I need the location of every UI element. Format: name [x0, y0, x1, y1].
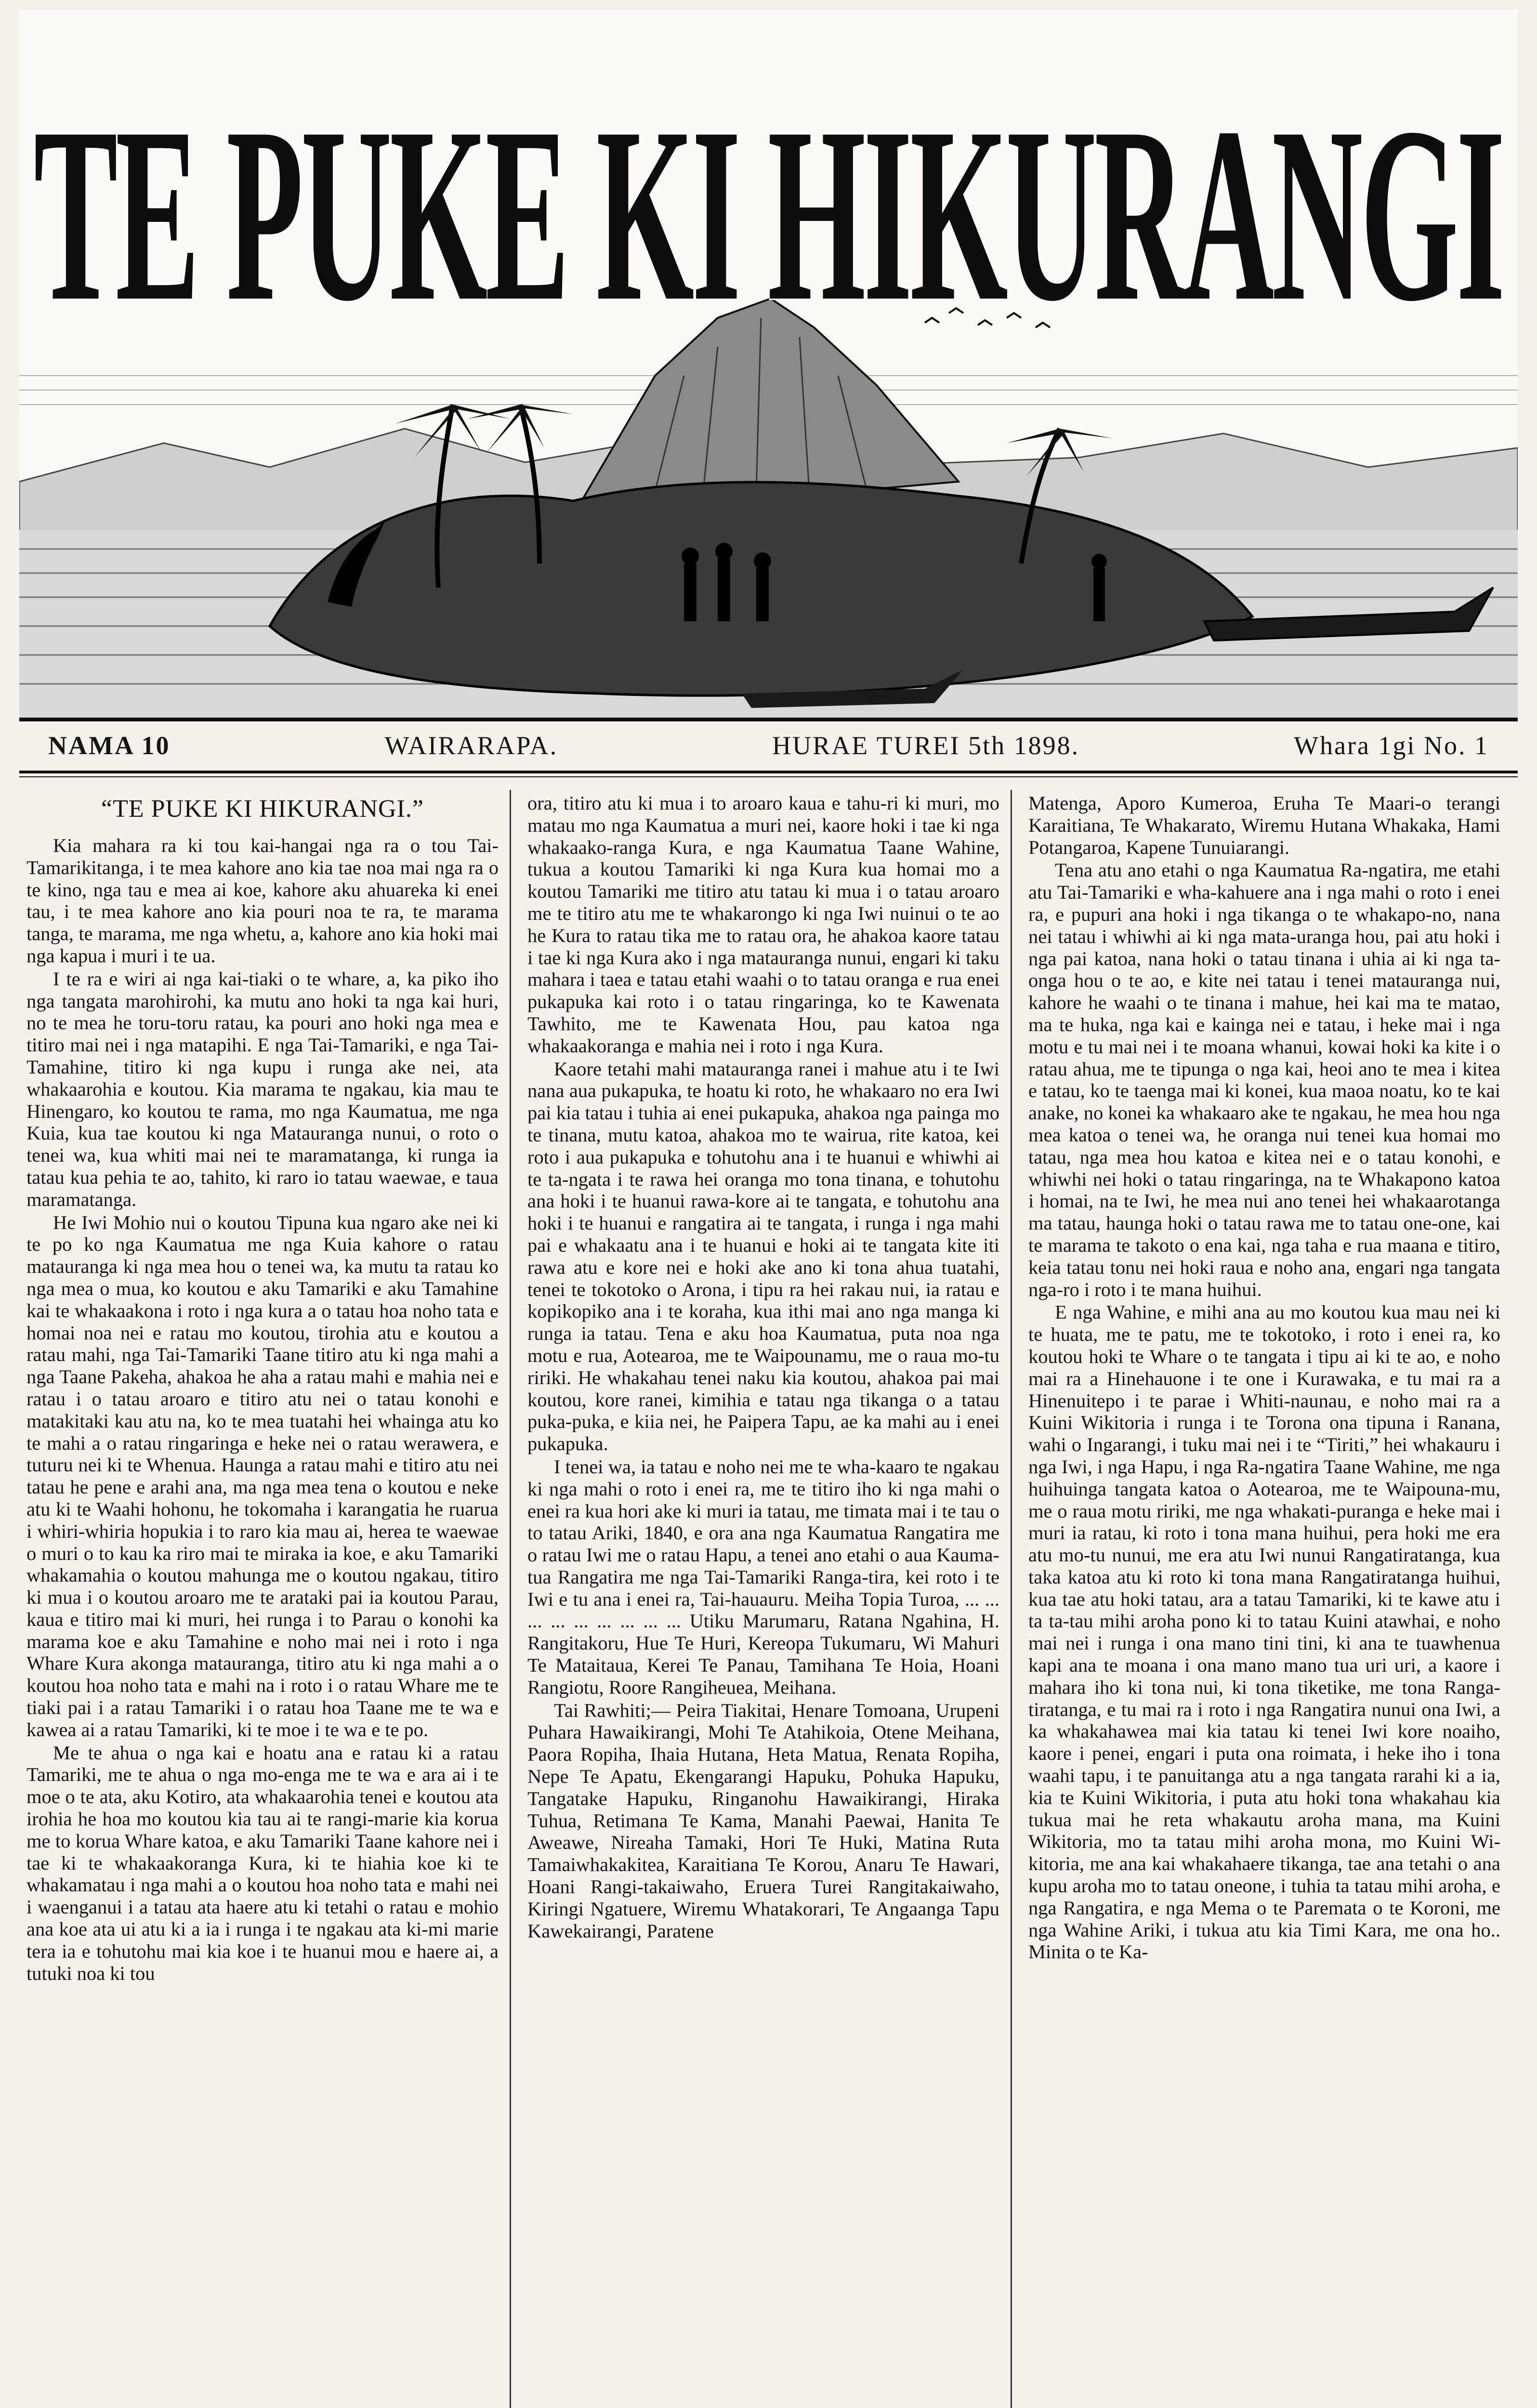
- paragraph: Kia mahara ra ki tou kai-hangai nga ra o tou Tai-Tamarikitanga, i te mea kahore ano kia tae noa mai nga ra o te kino, nga tau e mea ai koe, kahore aku ahuareka ki enei tau, i te mea kahore ano kia pouri noa te ra, te marama tanga, te marama, me nga whetu, a, kahore ano kia hoki mai nga kapua i muri i te ua.: [26, 835, 499, 967]
- paragraph: ora, titiro atu ki mua i to aroaro kaua e tahu-ri ki muri, mo matau mo nga Kaumatua a muri nei, kaore hoki i tae ki nga whakaako-ranga Kura, e nga Kaumatua Taane Wahine, tukua a koutou Tamariki ki nga Kura kua homai mo a koutou Tamariki me titiro atu tatau ki mua i o tatau aroaro me te titiro atu me te whakarongo ki nga Iwi nuinui o te ao he Kura to ratau tika me to ratau ora, he ahakoa kaore tatau i tae ki nga Kura ako i nga matauranga nunui, engari ki taku mahara i taea e tatau etahi waahi o to tatau oranga e rua enei pukapuka kai roto i o tatau ringaringa, ko te Kawenata Tawhito, me te Kawenata Hou, pau katoa nga whakaakoranga e mahia nei i roto i nga Kura.: [527, 792, 999, 1057]
- column-1: [26, 792, 499, 2408]
- masthead-engraving: [19, 10, 1518, 720]
- paragraph: E nga Wahine, e mihi ana au mo koutou kua mau nei ki te huata, me te patu, me te tokotoko, i roto i enei ra, ko koutou hoki te Whare o te tangata i tipu ai ki te ao, e noho mai ra a Hinehauone i te one i Kurawaka, e tu mai ra a Hinenuitepo i te parae i Whiti-naunau, e noho mai ra a Kuini Wikitoria i runga i te Torona ona tipuna i Ranana, wahi o Ingarangi, i tuku mai nei i te “Tiriti,” hei whakauru i nga Iwi, i nga Hapu, i nga Ra-ngatira Taane Wahine, me nga huihuinga tangata katoa o Aotearoa, me te Waipouna-mu, me o raua motu ririki, me nga whakati-puranga e heke mai i muri ia ratau, ki roto i tona mana huihui, pera hoki me era atu mo-tu nunui, me era atu Iwi nunui Rangatiratanga, kua taka katoa atu ki roto ki tona mana Rangatiratanga huihui, kua tae atu hoki tatau, ara a tatau Tamariki, ki te kawe atu i ta ta-tau mihi aroha pono ki to tatau Kuini atawhai, e noho mai nei i runga i ona mano tini tini, ki ana te tuawhenua kapi ana te moana i ona mano mano tua uri uri, a kaore i mahara iho ki tona nui, ki tona tiketike, me tona Ranga-tiratanga, e tu mai ra i roto i nga Rangatira nunui ona Iwi, a ka whakahawea mai kia tatau ki tenei Iwi kore noaiho, kaore i penei, engari i puta ona roimata, i heke iho i tona waahi tapu, i te panuitanga atu a nga tangata rarahi ki a ia, kia te Kuini Wikitoria, i puta atu hoki tona whakahau kia tukua mai he reta whakautu aroha mana, ma Kuini Wikitoria, mo ta tatau mihi aroha mona, mo Kuini Wi-kitoria, me ana kai whakahaere tikanga, tae ana tetahi o ana kupu aroha mo to tatau oneone, i tuhia ta tatau mihi aroha, e nga Rangatira, e nga Mema o te Paremata o te Koroni, me nga Wahine Ariki, i tukua atu kia Timi Kara, me ona ho.. Minita o te Ka-: [1028, 1301, 1500, 1963]
- paragraph: Tai Rawhiti;— Peira Tiakitai, Henare Tomoana, Urupeni Puhara Hawaikirangi, Mohi Te Atahikoia, Otene Meihana, Paora Ropiha, Ihaia Hutana, Heta Matua, Renata Ropiha, Nepe Te Apatu, Ekengarangi Hapuku, Pohuka Hapuku, Tangatake Hapuku, Ringanohu Hawaikirangi, Hiraka Tuhua, Retimana Te Kama, Manahi Paewai, Hanita Te Aweawe, Nireaha Tamaki, Hori Te Huki, Matina Ruta Tamaiwhakakitea, Karaitiana Te Korou, Anaru Te Hawari, Hoani Rangi-takaiwaho, Eruera Turei Rangitakaiwaho, Kiringi Ngatuere, Wiremu Whatakorari, Te Angaanga Tapu Kawekairangi, Paratene: [527, 1699, 999, 1942]
- paragraph: Tena atu ano etahi o nga Kaumatua Ra-ngatira, me etahi atu Tai-Tamariki e wha-kahuere ana i nga mahi o roto i enei ra, e pupuri ana hoki i nga tikanga o te whakapo-no, nana nei tatau i whiwhi ai ki nga mata-uranga hou, pai atu hoki i nga pai katoa, nana hoki o tatau tinana i uhia ai ki nga ta-onga hou o te ao, e kite nei tatau i tenei matauranga nui, kahore he waahi o te tinana i mahue, hei kai ma te matao, ma te huka, nga kai e kainga nei e tatau, i heke mai i nga motu e tu mai nei i te moana whanui, kowai hoki ka kite i o ratau ahua, me te tipunga o nga kai, heoi ano te mea i kitea e tatau, ko te taenga mai ki konei, kua maoa noatu, ko te kai anake, no konei ka whakaaro ake te ngakau, he mea hou nga mea katoa o tenei wa, he oranga nui tenei kua homai mo tatau, nga mea hou katoa e kitea nei e o tatau konohi, e whiwhi nei hoki o tatau ringaringa, na te Whakapono katoa i homai, na te Iwi, he mea nui ano tenei hei whakaarotanga ma tatau, haunga hoki o tatau rawa me to tatau one-one, kai te marama te takoto o ena kai, nga taha e rua maana e titiro, keia tatau tonu nei hoki raua e noho ana, engari nga tangata nga-ro i roto i te mana huihui.: [1028, 859, 1500, 1300]
- paragraph: I tenei wa, ia tatau e noho nei me te wha-kaaro te ngakau ki nga mahi o roto i enei ra, me te titiro iho ki nga mahi o enei ra kua hori ake ki muri ia tatau, me timata mai i te tau o to tatau Ariki, 1840, e ora ana nga Kaumatua Rangatira me o ratau Iwi me o ratau Hapu, a tenei ano etahi o aua Kauma-tua Rangatira me nga Tai-Tamariki Ranga-tira, kei roto i te Iwi e tu ana i enei ra, Tai-hauauru. Meiha Topia Turoa, ... ... ... ... ... ... ... ... ... Utiku Marumaru, Ratana Ngahina, H. Rangitakoru, Hue Te Huri, Kereopa Tukumaru, Wi Mahuri Te Mataitaua, Kerei Te Panau, Tamihana Te Hoia, Hoani Rangiotu, Roore Rangiheuea, Meihana.: [527, 1455, 999, 1698]
- volume-number: Whara 1gi No. 1: [1294, 731, 1489, 760]
- rule-top: [19, 719, 1518, 721]
- paragraph: Matenga, Aporo Kumeroa, Eruha Te Maari-o terangi Karaitiana, Te Whakarato, Wiremu Hutana Whakaka, Hami Potangaroa, Kapene Tunuiarangi.: [1028, 792, 1500, 858]
- masthead-title: TE PUKE KI HIKURANGI: [34, 76, 1503, 353]
- column-3: [1028, 792, 1500, 2408]
- article-headline: “TE PUKE KI HIKURANGI.”: [101, 795, 424, 823]
- column-divider: [1011, 790, 1012, 2408]
- rule-bottom: [19, 771, 1518, 773]
- issue-date: HURAE TUREI 5th 1898.: [772, 731, 1080, 760]
- paragraph: He Iwi Mohio nui o koutou Tipuna kua ngaro ake nei ki te po ko nga Kaumatua me nga Kuia kahore o ratau matauranga ki nga mea hou o tenei wa, ka mutu ta ratau ko nga mea o mua, ko koutou e aku Tamariki e aku Tamahine kai te whakaakona i roto i nga kura a o tatau hoa noho tata e homai noa nei e ratau mo koutou, tirohia atu e koutou a ratau mahi, nga Tai-Tamariki Taane titiro atu ki nga mahi a nga Taane Pakeha, ahakoa he aha a ratau mahi e mahia nei e ratau i o tatau aroaro e titiro atu nei o tatau konohi e matakitaki kau atu na, ko te mea tuatahi hei whainga atu ko te mahi a o ratau ringaringa e heke nei o ratau werawera, e tuturu nei ki te Whenua. Haunga a ratau mahi e titiro atu nei tatau he pene e arahi ana, ma nga mea tena o koutou e neke atu ki te Waahi hohonu, he tokomaha i karangatia he ruarua i whiri-whiria hopukia i to raro kia mau ai, herea te waewae o muri o to kau ka riro mai te miraka ia koe, e aku Tamariki whakamahia o koutou mahunga me o koutou ngakau, titiro ki mua i o koutou aroaro me te arataki pai ia koutou Parau, kaua e titiro mai ki muri, hei runga i to Parau o konohi ka marama koe e aku Tamahine e noho mai nei i roto i nga Whare Kura akonga matauranga, titiro atu ki nga mahi a o koutou hoa noho tata e mahi na i roto i o ratau Whare me te tiaki pai i a ratau Tamariki i o ratau hoa Taane me te wa e kawea ai a ratau Tamariki, ki te moe i te wa e te po.: [26, 1211, 499, 1741]
- dateline: [19, 722, 1518, 768]
- column-2: [527, 792, 999, 2408]
- place-name: WAIRARAPA.: [384, 731, 558, 760]
- rule-bottom-thin: [19, 776, 1518, 777]
- column-divider: [510, 790, 511, 2408]
- masthead-illustration: [19, 10, 1518, 718]
- paragraph: Me te ahua o nga kai e hoatu ana e ratau ki a ratau Tamariki, me te ahua o nga mo-enga me te wa e ara ai i te moe o te ata, aku Kotiro, ata whakaarohia tenei e koutou ata irohia he hoa mo koutou kia tau ai te rangi-marie kia korua me to korua Whare katoa, e aku Tamariki Taane kahore nei i tae ki te whakaakoranga Kura, ki te hiahia koe ki te whakamatau i nga mahi a o koutou hoa noho tata e mahi nei i waenganui i a tatau ata haere atu ki tetahi o ratau e mohio ana koe ata ui atu ki a ia i runga i te ngakau ata ki-mi marie tera ia e tohutohu mai kia koe i te huanui mou e haere ai, a tutuki noa ki tou: [26, 1741, 499, 1984]
- paragraph: I te ra e wiri ai nga kai-tiaki o te whare, a, ka piko iho nga tangata marohirohi, ka mutu ano hoki ta nga kai huri, no te mea he toru-toru ratau, ka pouri ano hoki nga mea e titiro mai nei i nga matapihi. E nga Tai-Tamariki, e nga Tai-Tamahine, titiro ki nga kupu i runga ake nei, ata whakaarohia e koutou. Kia marama te ngakau, kia mau te Hinengaro, ko koutou te rama, mo nga Kaumatua, me nga Kuia, kua tae koutou ki nga Matauranga nunui, o roto o tenei wa, kua whiti mai nei te maramatanga, ki runga ia tatau kua pehia te ao, tahito, ki raro io tatau waewae, e taua maramatanga.: [26, 968, 499, 1210]
- issue-number: NAMA 10: [48, 731, 171, 760]
- paragraph: Kaore tetahi mahi matauranga ranei i mahue atu i te Iwi nana aua pukapuka, te hoatu ki roto, he whakaaro no era Iwi pai kia tatau i tuhia ai enei pukapuka, ahakoa nga painga mo te tinana, mutu katoa, ahakoa mo te wairua, rite katoa, kei roto i aua pukapuka e tohutohu ana i te huanui e whiwhi ai te ta-ngata i te rawa hei oranga mo tona tinana, e tohutohu ana hoki i te huanui rawa-kore ai te tangata, e tohutohu ana hoki i te huanui e rangatira ai te tangata, i runga i nga mahi pai e whakaatu ana i te huanui e hoki ai te tangata kite iti rawa atu e kore nei e hoki ake ano ki tona ahua tuatahi, tenei te tokotoko o Arona, i tipu ra hei rakau nui, ia ratau e kopikopiko ana i te koraha, kua ithi mai ano nga manga ki runga ia tatau. Tena e aku hoa Kaumatua, puta noa nga motu e rua, Aotearoa, me te Waipounamu, me o raua mo-tu ririki. He whakahau tenei naku kia koutou, ahakoa pai mai koutou, kore ranei, kimihia e tatau nga tikanga o a tatau puka-puka, e kiia nei, he Paipera Tapu, ae ka mahi au i enei pukapuka.: [527, 1058, 999, 1455]
